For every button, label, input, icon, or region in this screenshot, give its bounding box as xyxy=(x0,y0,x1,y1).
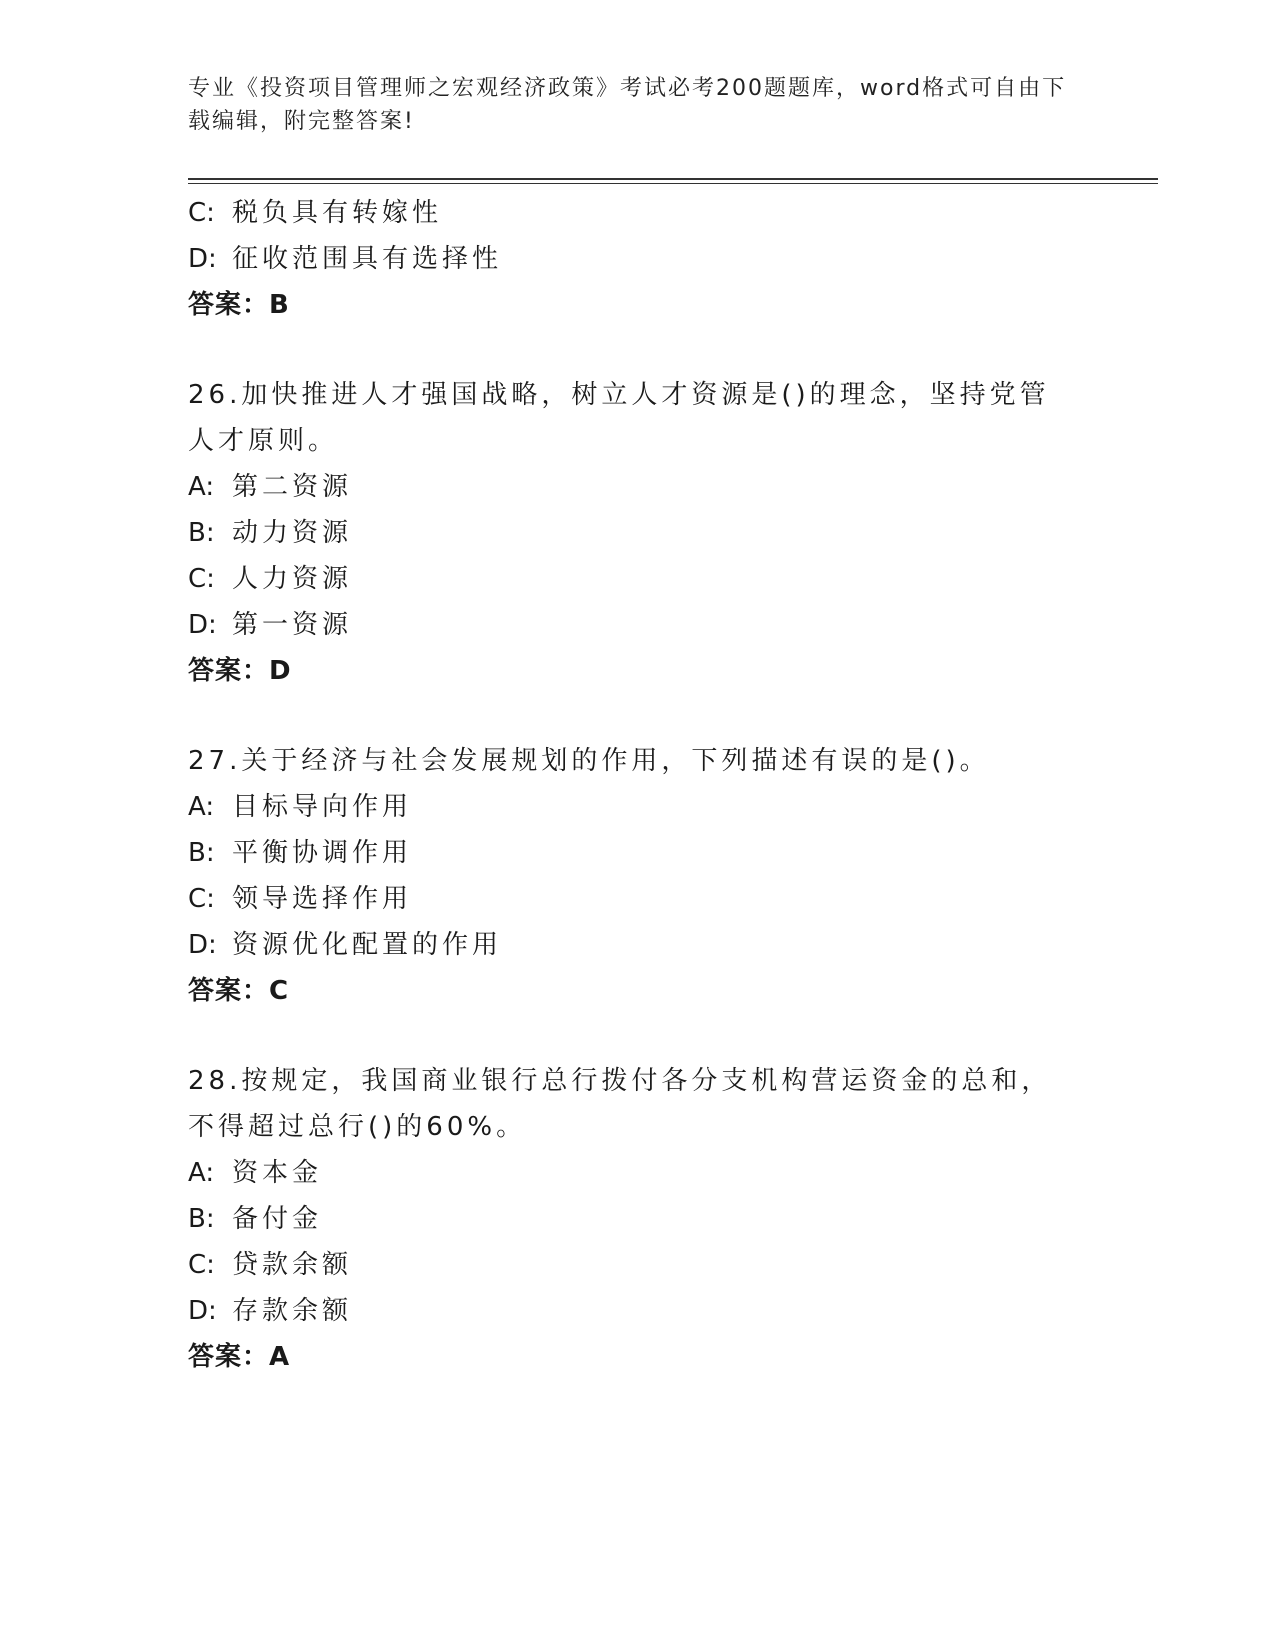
option-c: C: 领导选择作用 xyxy=(188,884,413,914)
option-a: A: 第二资源 xyxy=(188,472,353,502)
answer: 答案：C xyxy=(188,976,290,1006)
option-d: D: 资源优化配置的作用 xyxy=(188,930,503,960)
option-b: B: 动力资源 xyxy=(188,518,353,548)
header-rule-thick xyxy=(188,178,1158,180)
option-d: D: 征收范围具有选择性 xyxy=(188,244,503,274)
option-c: C: 税负具有转嫁性 xyxy=(188,198,443,228)
document-body xyxy=(188,190,1088,1380)
question-26 xyxy=(188,372,1088,694)
question-27 xyxy=(188,738,1088,1014)
answer: 答案：B xyxy=(188,290,290,320)
answer: 答案：D xyxy=(188,656,292,686)
answer: 答案：A xyxy=(188,1342,291,1372)
question-stem: 26.加快推进人才强国战略，树立人才资源是()的理念，坚持党管人才原则。 xyxy=(188,380,1050,456)
header-rule-thin xyxy=(188,183,1158,184)
option-b: B: 备付金 xyxy=(188,1204,323,1234)
option-a: A: 目标导向作用 xyxy=(188,792,413,822)
option-c: C: 人力资源 xyxy=(188,564,353,594)
option-d: D: 存款余额 xyxy=(188,1296,353,1326)
option-c: C: 贷款余额 xyxy=(188,1250,353,1280)
option-a: A: 资本金 xyxy=(188,1158,323,1188)
document-header: 专业《投资项目管理师之宏观经济政策》考试必考200题题库，word格式可自由下载编辑，附完整答案! xyxy=(188,76,1067,134)
question-stem: 28.按规定，我国商业银行总行拨付各分支机构营运资金的总和，不得超过总行()的60%。 xyxy=(188,1066,1052,1142)
previous-question-tail xyxy=(188,190,1088,328)
option-d: D: 第一资源 xyxy=(188,610,353,640)
question-28 xyxy=(188,1058,1088,1380)
option-b: B: 平衡协调作用 xyxy=(188,838,413,868)
question-stem: 27.关于经济与社会发展规划的作用，下列描述有误的是()。 xyxy=(188,746,990,776)
